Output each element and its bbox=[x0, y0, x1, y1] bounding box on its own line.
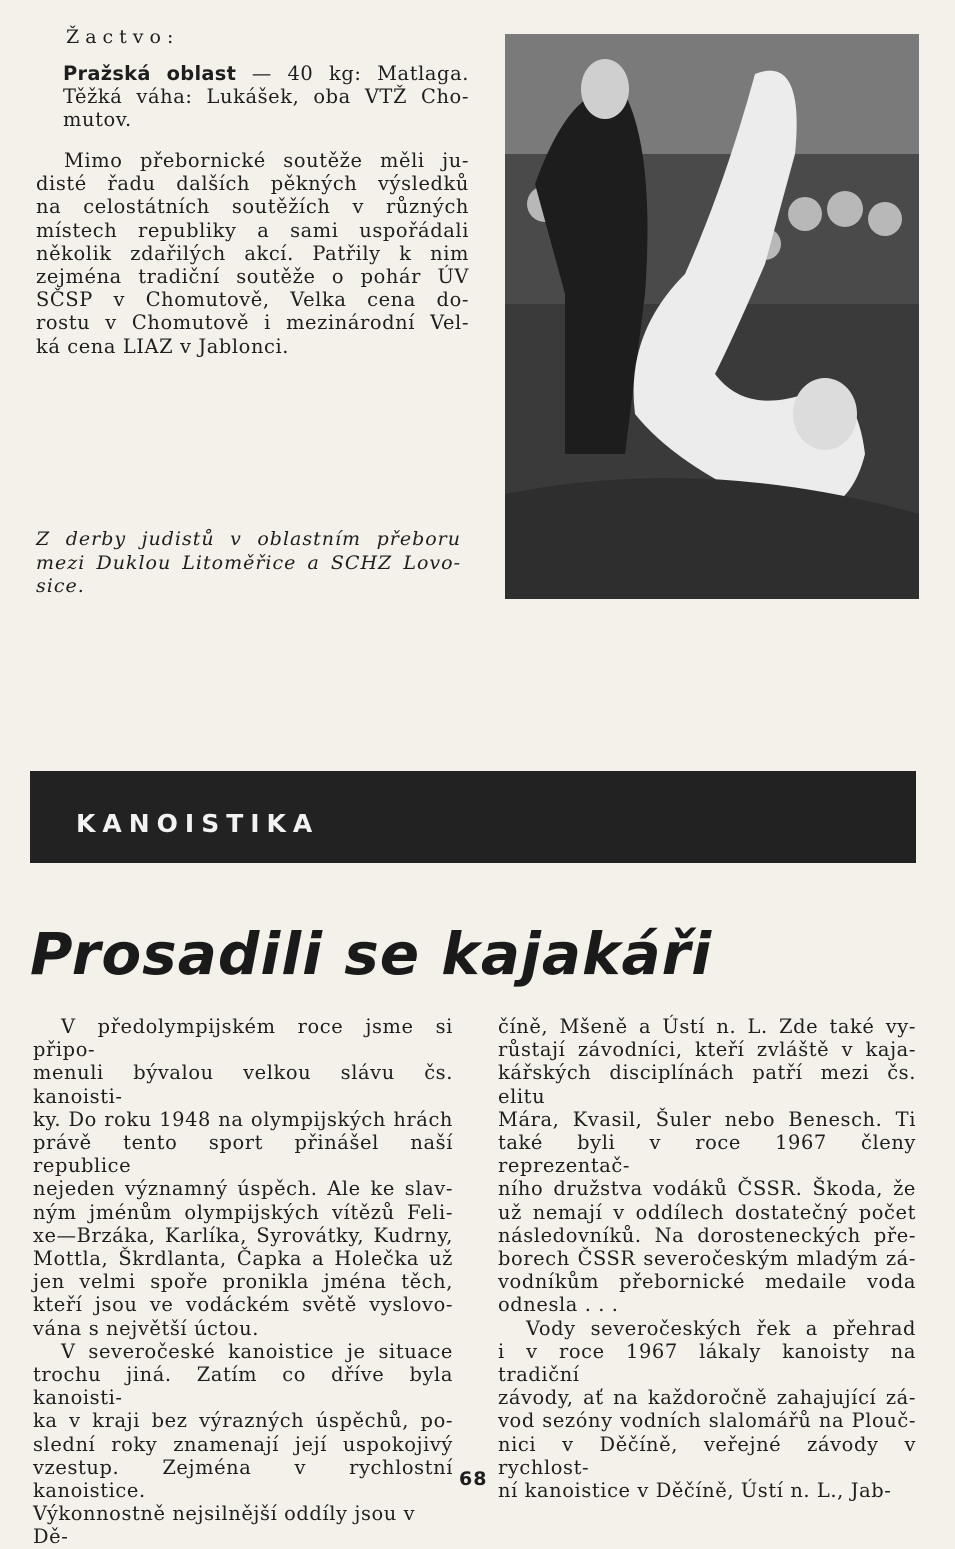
section-heading-zactvo: Žactvo: bbox=[66, 26, 180, 48]
article-paragraph bbox=[33, 1340, 453, 1549]
text-line: Vody severočeských řek a přehrad bbox=[526, 1316, 916, 1340]
page-number: 68 bbox=[459, 1468, 488, 1490]
text-line: ká cena LIAZ v Jablonci. bbox=[36, 334, 290, 358]
banner-label: KANOISTIKA bbox=[76, 809, 320, 838]
text-line: mezi Duklou Litoměřice a SCHZ Lovo- bbox=[36, 551, 461, 574]
text-line: i v roce 1967 lákaly kanoisty na tradiční bbox=[498, 1339, 916, 1387]
text-line: vzestup. Zejména v rychlostní kanoistice. bbox=[33, 1455, 453, 1503]
photo-caption bbox=[36, 528, 461, 599]
text-line: vodníkům přebornické medaile voda bbox=[498, 1270, 916, 1294]
article-paragraph bbox=[498, 1015, 916, 1317]
text-line: Mimo přebornické soutěže měli ju- bbox=[64, 149, 469, 172]
text-line: Mára, Kvasil, Šuler nebo Benesch. Ti bbox=[498, 1107, 916, 1131]
text-line: také byli v roce 1967 členy reprezentač- bbox=[498, 1131, 916, 1178]
text-line: ního družstva vodáků ČSSR. Škoda, že bbox=[498, 1177, 916, 1201]
text-line: menuli bývalou velkou slávu čs. kanoisti- bbox=[33, 1061, 453, 1108]
text-line: xe—Brzáka, Karlíka, Syrovátky, Kudrny, bbox=[33, 1223, 453, 1247]
text-line: vod sezóny vodních slalomářů na Plouč- bbox=[498, 1409, 916, 1433]
text-line: číně, Mšeně a Ústí n. L. Zde také vy- bbox=[498, 1015, 916, 1038]
article-paragraph bbox=[33, 1015, 453, 1340]
text-line: V severočeské kanoistice je situace bbox=[61, 1339, 453, 1363]
text-line: rostu v Chomutově i mezinárodní Vel- bbox=[36, 311, 469, 335]
text-line: už nemají v oddílech dostatečný počet bbox=[498, 1200, 916, 1224]
text-line: Výkonnostně nejsilnější oddíly jsou v Dě- bbox=[33, 1502, 416, 1549]
text-line: — 40 kg: Matlaga. bbox=[251, 62, 469, 85]
text-line: ky. Do roku 1948 na olympijských hrách bbox=[33, 1107, 453, 1131]
text-line: slední roky znamenají její uspokojivý bbox=[33, 1432, 453, 1456]
article-column-left bbox=[33, 1015, 453, 1549]
region-label: Pražská oblast bbox=[63, 62, 237, 85]
intro-paragraph bbox=[36, 149, 469, 358]
text-line: na celostátních soutěžích v různých bbox=[36, 195, 469, 219]
text-line: trochu jiná. Zatím co dříve byla kanoisti- bbox=[33, 1363, 453, 1410]
photo-illustration bbox=[505, 34, 919, 599]
judo-throw-photo bbox=[505, 34, 919, 599]
text-line: Z derby judistů v oblastním přeboru bbox=[36, 528, 461, 550]
text-line: ka v kraji bez výrazných úspěchů, po- bbox=[33, 1409, 453, 1433]
text-line: sice. bbox=[36, 575, 85, 598]
text-line: mutov. bbox=[63, 108, 132, 132]
text-line: růstají závodníci, kteří zvláště v kaja- bbox=[498, 1038, 916, 1062]
results-paragraph bbox=[63, 62, 469, 132]
text-line: několik zdařilých akcí. Patřily k nim bbox=[36, 241, 469, 265]
text-line: V předolympijském roce jsme si připo- bbox=[33, 1015, 453, 1062]
text-line: nici v Děčíně, veřejné závody v rychlost- bbox=[498, 1432, 916, 1479]
text-line: SČSP v Chomutově, Velka cena do- bbox=[36, 288, 469, 312]
text-line: následovníků. Na dorosteneckých pře- bbox=[498, 1223, 916, 1247]
text-line: ným jménům olympijských vítězů Feli- bbox=[33, 1200, 453, 1224]
section-banner bbox=[30, 771, 916, 863]
article-paragraph bbox=[498, 1317, 916, 1503]
text-line: místech republiky a sami uspořádali bbox=[36, 218, 469, 242]
text-line: disté řadu dalších pěkných výsledků bbox=[36, 172, 469, 196]
text-line: vána s největší úctou. bbox=[33, 1316, 260, 1340]
text-line: kteří jsou ve vodáckém světě vyslovo- bbox=[33, 1293, 453, 1317]
text-line: nejeden významný úspěch. Ale ke slav- bbox=[33, 1177, 453, 1201]
text-line: právě tento sport přinášel naší republice bbox=[33, 1131, 453, 1178]
text-line: Těžká váha: Lukášek, oba VTŽ Cho- bbox=[63, 85, 469, 109]
article-title: Prosadili se kajakáři bbox=[30, 920, 713, 988]
text-line: kářských disciplínách patří mezi čs. elitu bbox=[498, 1061, 916, 1108]
text-line: borech ČSSR severočeským mladým zá- bbox=[498, 1247, 916, 1271]
text-line: odnesla . . . bbox=[498, 1293, 619, 1317]
text-line: ní kanoistice v Děčíně, Ústí n. L., Jab- bbox=[498, 1479, 892, 1503]
text-line: Mottla, Škrdlanta, Čapka a Holečka už bbox=[33, 1247, 453, 1271]
text-line: zejména tradiční soutěže o pohár ÚV bbox=[36, 265, 469, 289]
article-column-right bbox=[498, 1015, 916, 1502]
text-line: závody, ať na každoročně zahajující zá- bbox=[498, 1386, 916, 1410]
text-line: jen velmi spoře pronikla jména těch, bbox=[33, 1270, 453, 1294]
